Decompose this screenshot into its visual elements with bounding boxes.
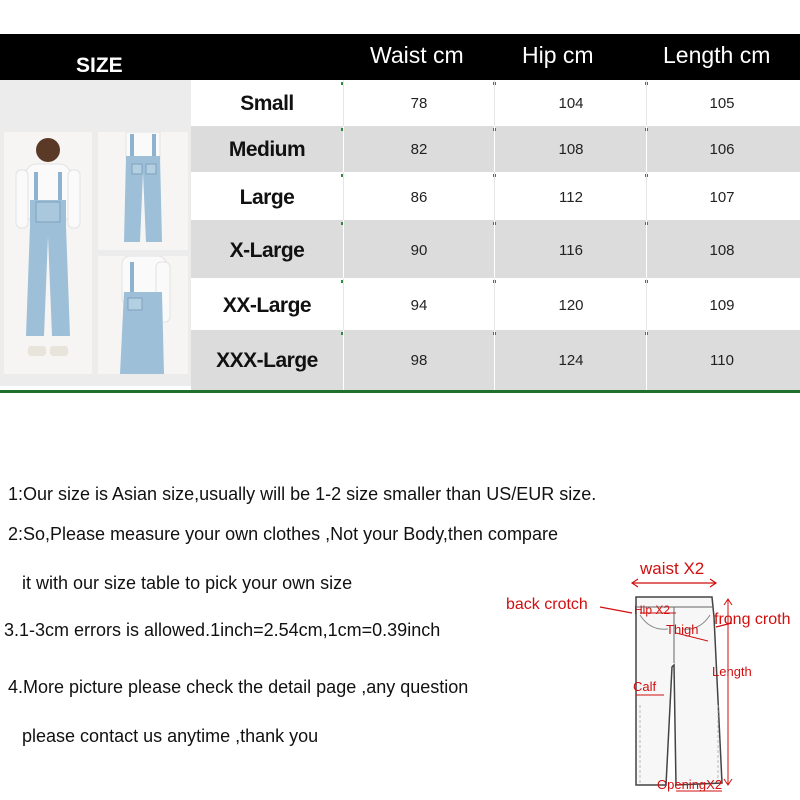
note-2: 2:So,Please measure your own clothes ,Not your Body,then compare <box>8 524 558 544</box>
header-length: Length cm <box>663 42 771 68</box>
back-crotch-label: back crotch <box>506 596 588 613</box>
table-row <box>191 278 800 330</box>
calf-label: Calf <box>633 679 657 694</box>
model-front-photo <box>4 132 92 374</box>
table-row <box>191 330 800 390</box>
note-2-cont: it with our size table to pick your own size <box>22 573 353 593</box>
pants-outline-icon <box>500 555 800 800</box>
waist-value: 98 <box>410 352 428 369</box>
waist-value: 90 <box>410 242 428 259</box>
waist-value: 78 <box>410 95 428 112</box>
length-value: 105 <box>709 95 735 112</box>
header-size: SIZE <box>76 54 123 77</box>
hip-value: 120 <box>558 297 584 314</box>
hip-value: 112 <box>559 189 583 206</box>
waist-value: 86 <box>410 189 428 206</box>
product-photos <box>0 80 191 386</box>
length-value: 110 <box>710 352 734 369</box>
header-hip: Hip cm <box>522 42 594 68</box>
note-4: 4.More picture please check the detail page ,any question <box>8 677 469 697</box>
front-crotch-label: frong croth <box>714 611 791 628</box>
thigh-label: Thigh <box>666 622 699 637</box>
size-table <box>0 34 800 396</box>
length-value: 108 <box>709 242 735 259</box>
size-label: Large <box>239 186 295 209</box>
length-label: Length <box>712 664 752 679</box>
size-label: XXX-Large <box>216 349 318 372</box>
table-bottom-rule <box>0 390 800 393</box>
note-1: 1:Our size is Asian size,usually will be 1-2 size smaller than US/EUR size. <box>8 484 597 504</box>
table-row <box>191 126 800 172</box>
hip-value: 104 <box>558 95 584 112</box>
header-waist: Waist cm <box>370 42 464 68</box>
table-row <box>191 172 800 220</box>
size-label: Medium <box>228 138 306 161</box>
size-label: XX-Large <box>222 294 312 317</box>
waist-label: waist X2 <box>640 559 705 578</box>
hip-value: 124 <box>558 352 584 369</box>
measurement-diagram <box>500 555 800 800</box>
size-label: Small <box>240 92 294 115</box>
model-side-photo <box>98 256 188 374</box>
table-header <box>0 34 800 80</box>
table-row <box>191 80 800 126</box>
hip-value: 108 <box>558 141 584 158</box>
table-row <box>191 220 800 278</box>
note-4-cont: please contact us anytime ,thank you <box>22 726 319 746</box>
opening-label: OpeningX2 <box>657 777 723 792</box>
waist-value: 82 <box>410 141 428 158</box>
hip-value: 116 <box>559 242 583 259</box>
length-value: 106 <box>709 141 735 158</box>
waist-value: 94 <box>410 297 428 314</box>
length-value: 109 <box>709 297 735 314</box>
length-value: 107 <box>709 189 735 206</box>
hip-label: Hip X2 <box>634 603 671 617</box>
note-3: 3.1-3cm errors is allowed.1inch=2.54cm,1cm=0.39inch <box>4 620 441 640</box>
size-label: X-Large <box>229 239 305 262</box>
model-back-photo <box>98 132 188 250</box>
